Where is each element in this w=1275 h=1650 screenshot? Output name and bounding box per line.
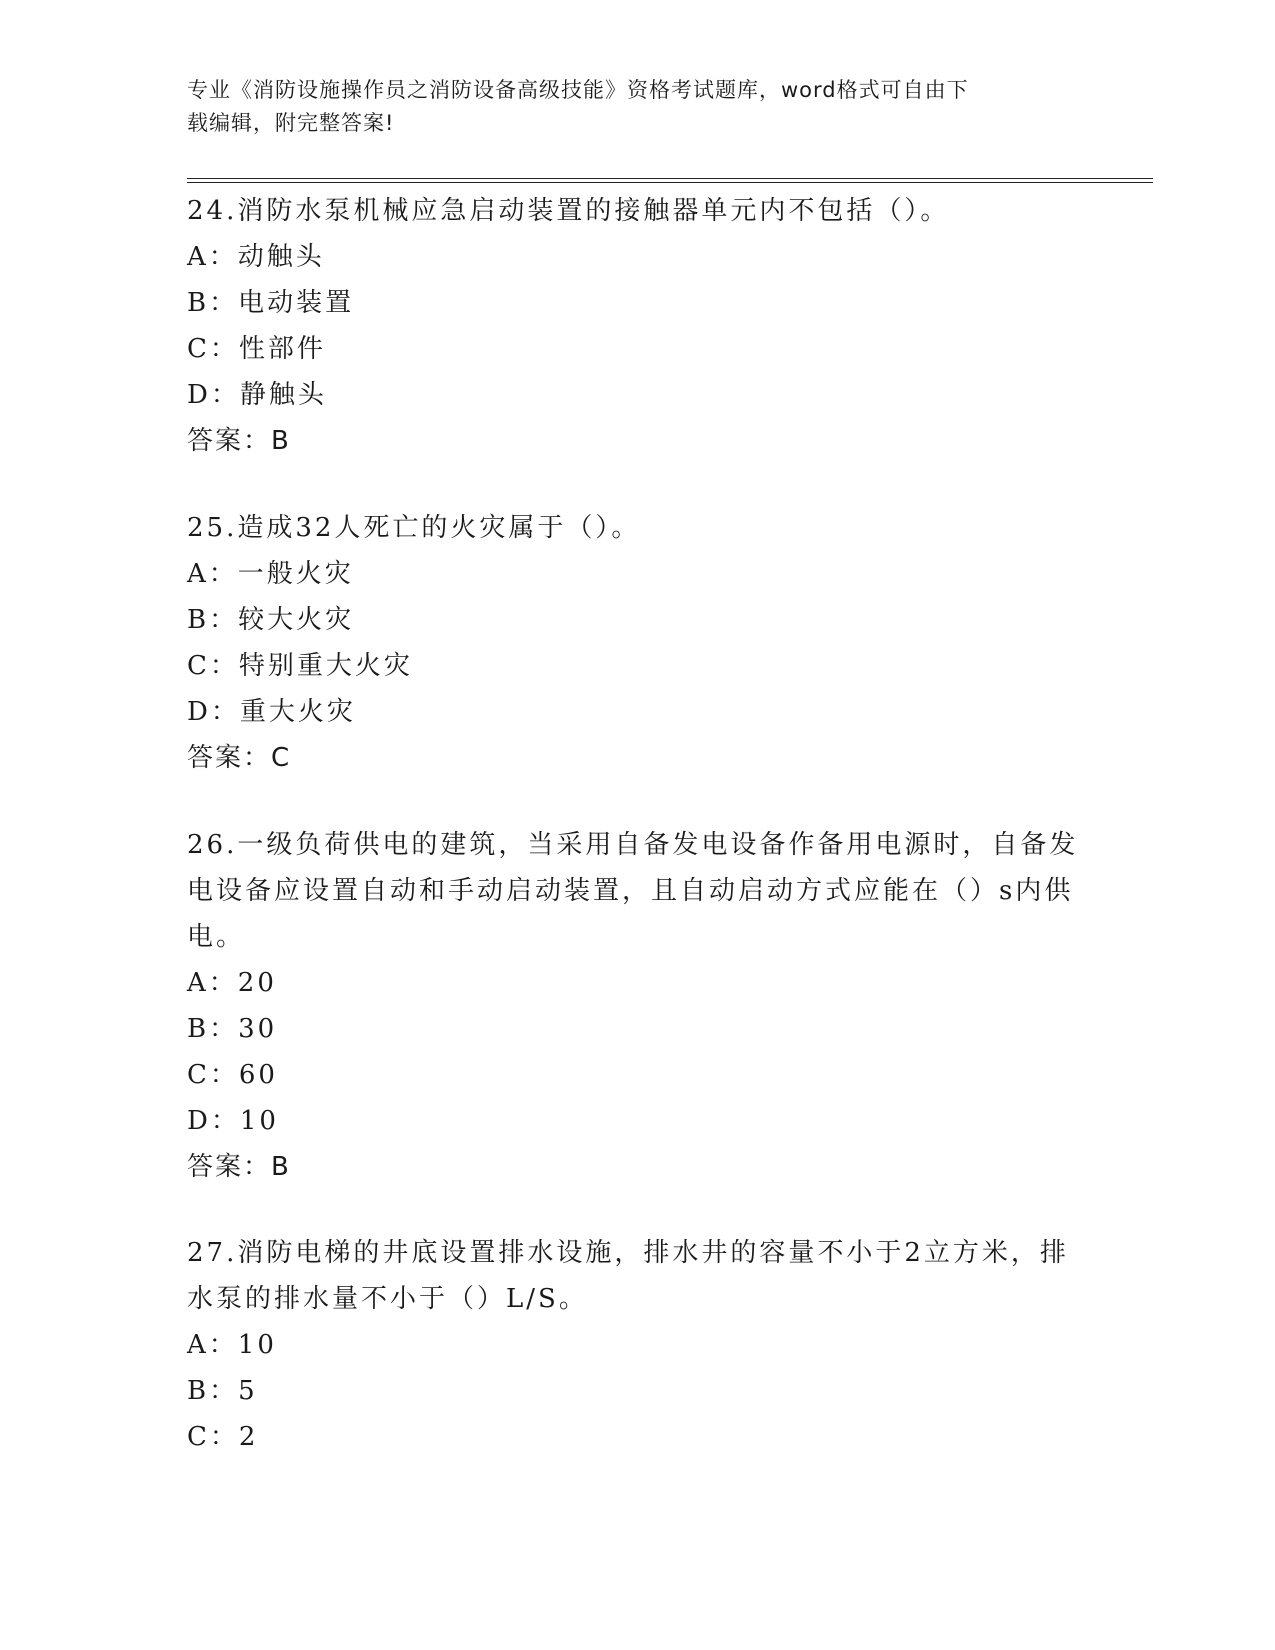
- question-stem: 24.消防水泵机械应急启动装置的接触器单元内不包括（）。: [187, 196, 950, 226]
- answer: 答案：B: [187, 1152, 291, 1182]
- option-b: B：电动装置: [187, 288, 355, 318]
- question-stem-line-1: 26.一级负荷供电的建筑，当采用自备发电设备作备用电源时，自备发: [187, 830, 1079, 860]
- question-stem-line-2: 水泵的排水量不小于（）L/S。: [187, 1284, 588, 1314]
- question-stem: 25.造成32人死亡的火灾属于（）。: [187, 513, 641, 543]
- option-c: C：2: [187, 1422, 259, 1452]
- question-27: [187, 1230, 1087, 1460]
- option-c: C：特别重大火灾: [187, 651, 413, 681]
- question-stem-line-1: 27.消防电梯的井底设置排水设施，排水井的容量不小于2立方米，排: [187, 1238, 1069, 1268]
- question-25: [187, 505, 1087, 781]
- option-c: C：性部件: [187, 334, 326, 364]
- option-b: B：5: [187, 1376, 258, 1406]
- option-b: B：30: [187, 1014, 278, 1044]
- question-stem-line-3: 电。: [187, 922, 246, 952]
- document-header: [187, 74, 1067, 140]
- option-b: B：较大火灾: [187, 605, 355, 635]
- question-24: [187, 188, 1087, 464]
- header-divider-bottom: [187, 182, 1153, 183]
- answer: 答案：B: [187, 426, 291, 456]
- question-stem-line-2: 电设备应设置自动和手动启动装置，且自动启动方式应能在（）s内供: [187, 876, 1074, 906]
- option-d: D：重大火灾: [187, 697, 356, 727]
- option-a: A：20: [187, 968, 277, 998]
- option-a: A：10: [187, 1330, 277, 1360]
- option-d: D：10: [187, 1106, 279, 1136]
- option-d: D：静触头: [187, 380, 327, 410]
- option-c: C：60: [187, 1060, 278, 1090]
- header-line-1: 专业《消防设施操作员之消防设备高级技能》资格考试题库，word格式可自由下: [187, 78, 969, 102]
- question-26: [187, 822, 1087, 1190]
- header-divider-top: [187, 178, 1153, 179]
- answer: 答案：C: [187, 743, 292, 773]
- option-a: A：动触头: [187, 242, 325, 272]
- header-line-2: 载编辑，附完整答案!: [187, 111, 395, 135]
- option-a: A：一般火灾: [187, 559, 354, 589]
